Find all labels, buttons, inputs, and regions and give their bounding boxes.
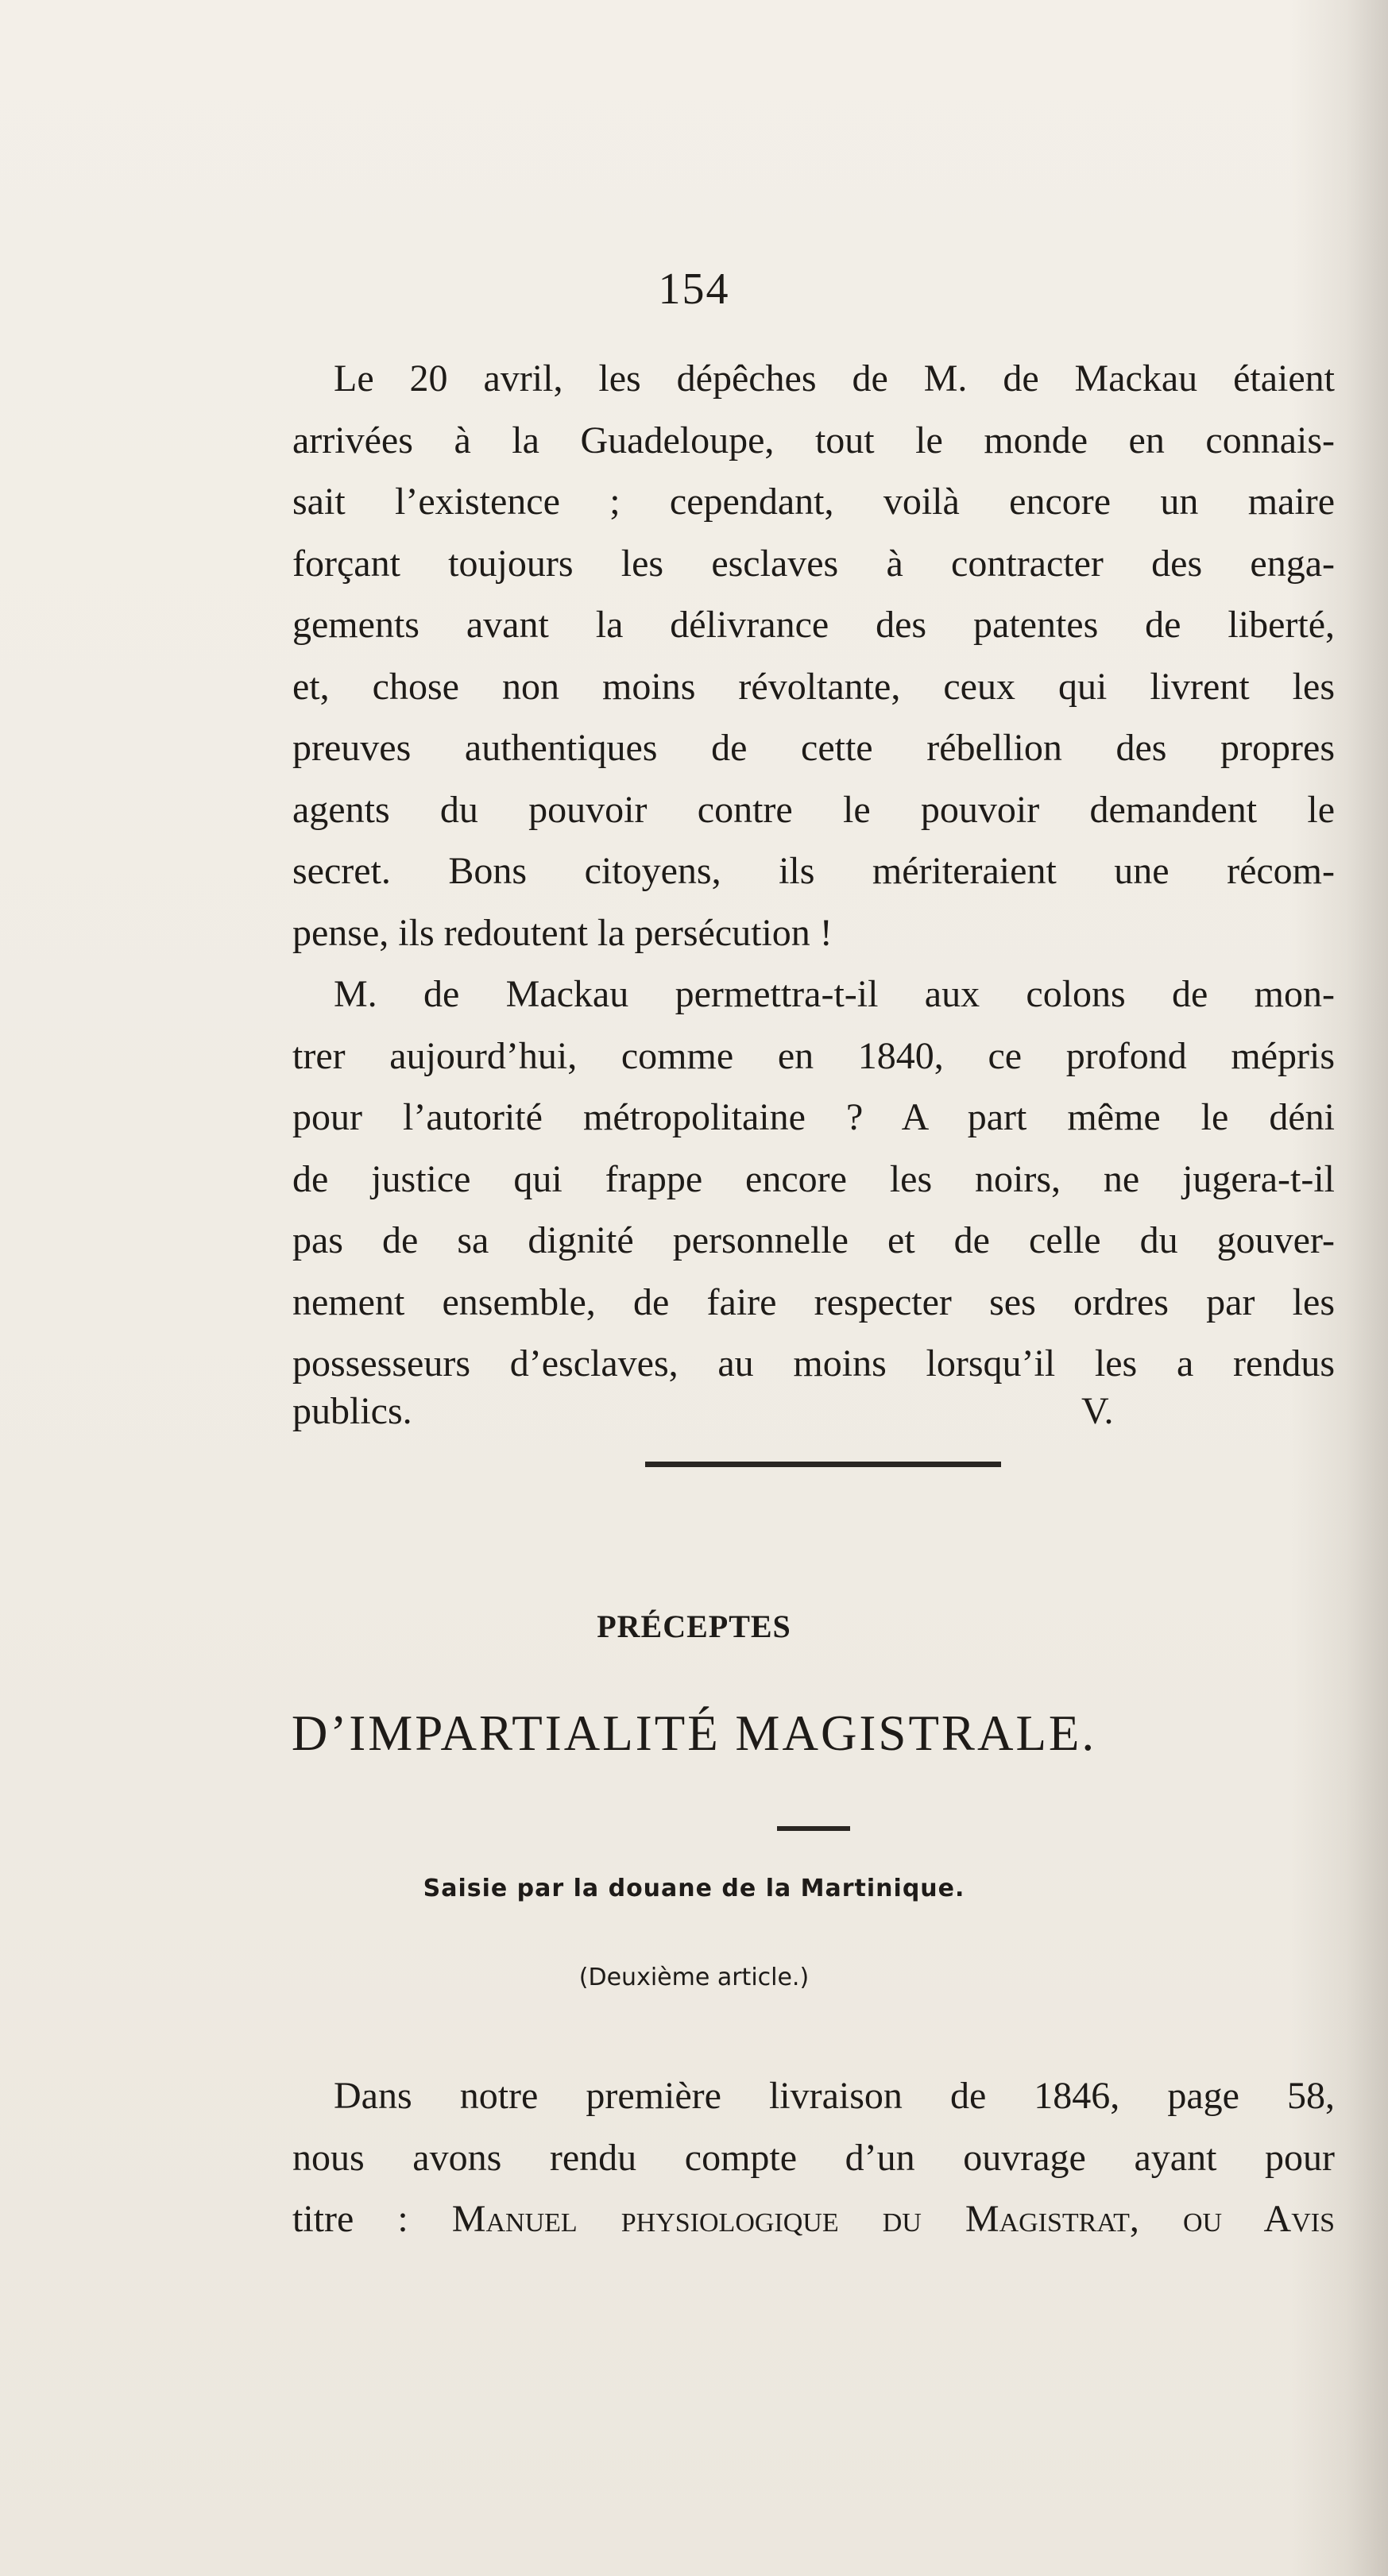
text-fragment: titre : — [292, 2198, 452, 2240]
text-fragment: , ou Avis — [1129, 2198, 1335, 2240]
text-line: agents du pouvoir contre le pouvoir demandent le — [292, 788, 1335, 831]
heading-divider — [777, 1826, 850, 1831]
text-line: pour l’autorité métropolitaine ? A part même le déni — [292, 1096, 1335, 1138]
article-note: (Deuxième article.) — [578, 1964, 810, 1991]
text-line: de justice qui frappe encore les noirs, ne jugera-t-il — [292, 1157, 1335, 1200]
text-line: possesseurs d’esclaves, au moins lorsqu’il les a rendus — [292, 1342, 1335, 1385]
text-line: gements avant la délivrance des patentes de liberté, — [292, 604, 1335, 646]
text-line: nement ensemble, de faire respecter ses ordres par les — [292, 1280, 1335, 1323]
text-line: arrivées à la Guadeloupe, tout le monde en connais- — [292, 419, 1335, 462]
paragraph-1 — [292, 348, 1335, 964]
closing-word: publics. — [292, 1390, 412, 1432]
text-line: pense, ils redoutent la persécution ! — [292, 911, 833, 954]
text-line: Le 20 avril, les dépêches de M. de Mackau étaient — [334, 357, 1335, 400]
text-line: Dans notre première livraison de 1846, page 58, — [334, 2075, 1335, 2117]
text-line: preuves authentiques de cette rébellion des propres — [292, 727, 1335, 769]
book-title: Manuel physiologique du Magistrat — [451, 2198, 1130, 2240]
text-line: trer aujourd’hui, comme en 1840, ce profond mépris — [292, 1034, 1335, 1077]
text-line: forçant toujours les esclaves à contracter des enga- — [292, 542, 1335, 585]
author-signature: V. — [1081, 1390, 1114, 1432]
text-line: nous avons rendu compte d’un ouvrage ayant pour — [292, 2136, 1335, 2179]
section-heading-small: PRÉCEPTES — [597, 1609, 791, 1644]
paragraph-3 — [292, 2065, 1335, 2250]
text-line: M. de Mackau permettra-t-il aux colons de mon- — [334, 973, 1335, 1015]
section-heading-title: D’IMPARTIALITÉ MAGISTRALE. — [291, 1705, 1097, 1761]
text-line: sait l’existence ; cependant, voilà encore un maire — [292, 481, 1335, 523]
text-line: pas de sa dignité personnelle et de celle du gouver- — [292, 1219, 1335, 1261]
paragraph-block-3 — [292, 2065, 1335, 2250]
section-divider — [645, 1462, 1001, 1467]
text-line-with-title — [292, 2188, 1335, 2250]
text-line: secret. Bons citoyens, ils mériteraient une récom- — [292, 850, 1335, 892]
page-number: 154 — [658, 265, 730, 314]
text-line: et, chose non moins révoltante, ceux qui livrent les — [292, 665, 1335, 708]
paragraph-block-1 — [292, 348, 1335, 1395]
seizure-note: Saisie par la douane de la Martinique. — [423, 1875, 965, 1902]
paragraph-2 — [292, 964, 1335, 1395]
